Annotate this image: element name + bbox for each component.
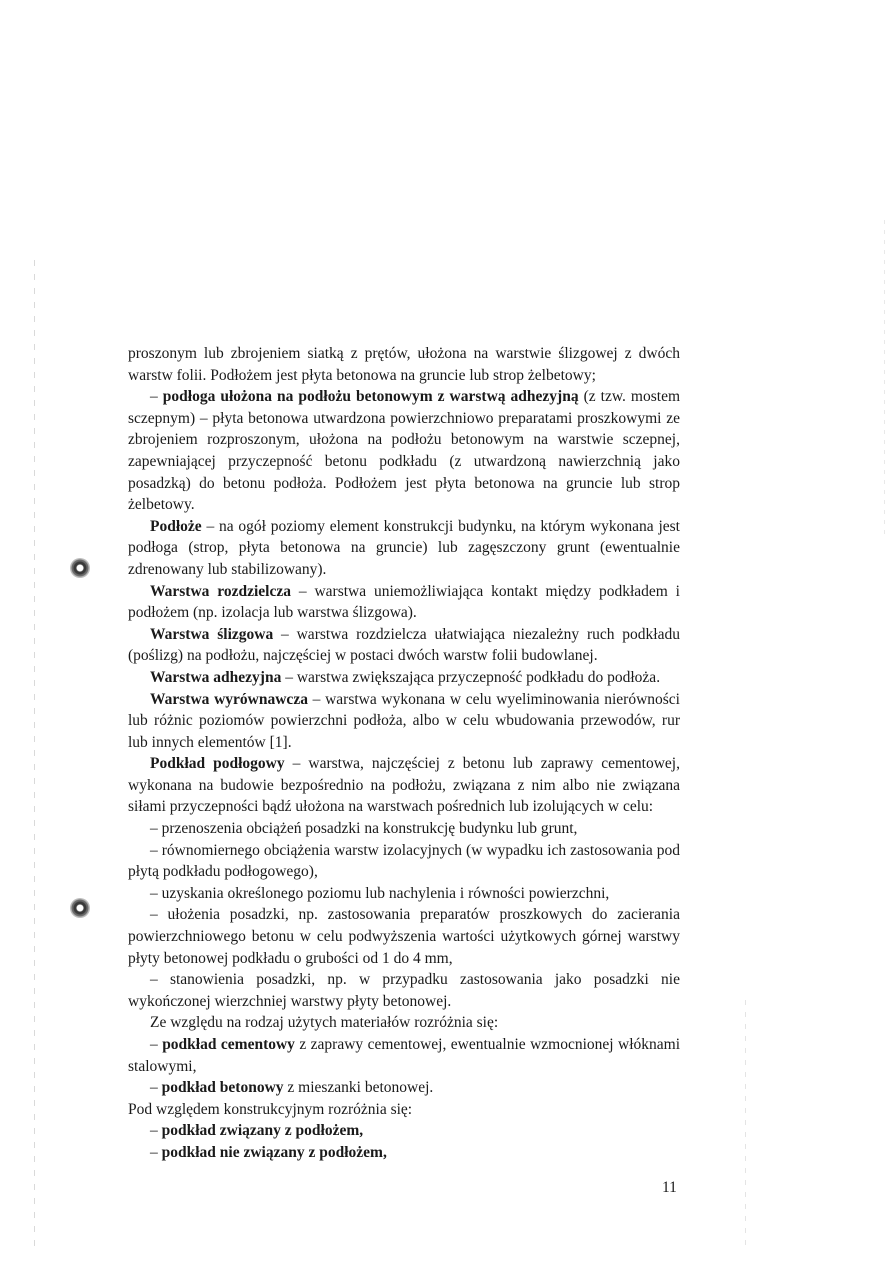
text-run: – [150,388,163,406]
binder-hole-icon [70,898,90,918]
term-bold: podkład nie związany z podłożem, [161,1143,387,1161]
text-run: z mieszanki betonowej. [283,1079,434,1097]
paragraph [128,667,680,689]
paragraph [128,1012,680,1034]
term-bold: podkład betonowy [161,1079,284,1097]
text-run: – warstwa rozdzielcza ułatwiająca niezależny ruch podkładu (poślizg) na podłożu, najczęściej w postaci dwóch warstw folii budowlanej. [128,625,680,665]
paragraph [128,883,680,905]
text-run: – [150,1036,163,1053]
text-run: – na ogół poziomy element konstrukcji budynku, na którym wykonana jest podłoga (strop, płyta betonowa na gruncie) lub zagęszczony grunt (ewentualnie zdrenowany lub stabilizowany). [128,517,680,578]
term-bold: Podłoże [150,517,202,535]
term-bold: Warstwa ślizgowa [150,625,274,643]
text-run: Pod względem konstrukcyjnym rozróżnia się: [128,1100,413,1118]
term-bold: podkład cementowy [162,1036,295,1053]
text-run: – [150,1079,162,1097]
scan-edge-right [745,1000,746,1250]
text-run: (z tzw. mostem sczepnym) – płyta betonowa utwardzona powierzchniowo preparatami proszkowymi ze zbrojeniem rozproszonym, ułożona na podłożu betonowym na warstwie sczepnej, zapewniającej przyczepność betonu podkładu (z utwardzoną nawierzchnią jako posadzką) do betonu podłoża. Podłożem jest płyta betonowa na gruncie lub strop żelbetowy. [128,388,681,514]
text-run: proszonym lub zbrojeniem siatką z prętów, ułożona na warstwie ślizgowej z dwóch warstw folii. Podłożem jest płyta betonowa na gruncie lub strop żelbetowy; [128,345,680,384]
term-bold: Warstwa wyrównawcza [150,690,308,708]
text-run: – warstwa zwiększająca przyczepność podkładu do podłoża. [281,668,661,686]
paragraph [128,581,680,624]
text-run: – przenoszenia obciążeń posadzki na konstrukcję budynku lub grunt, [150,820,578,838]
term-bold: podłoga ułożona na podłożu betonowym z warstwą adhezyjną [162,388,579,406]
term-bold: Warstwa rozdzielcza [150,582,291,600]
text-run: – warstwa uniemożliwiająca kontakt między podkładem i podłożem (np. izolacja lub warstwa ślizgowa). [128,582,680,622]
paragraph [128,386,680,516]
paragraph [128,1142,680,1164]
paragraph [128,904,680,969]
text-run: z zaprawy cementowej, ewentualnie wzmocnionej włóknami stalowymi, [128,1036,680,1075]
paragraph [128,840,680,883]
paragraph [128,1077,680,1099]
text-run: – [150,1122,162,1140]
paragraph [128,1099,680,1121]
paragraph [128,818,680,840]
paragraph [128,624,680,667]
binder-hole-icon [70,558,90,578]
paragraph [128,753,680,818]
page-number: 11 [662,1179,677,1196]
paragraph [128,1120,680,1142]
term-bold: Warstwa adhezyjna [150,668,282,686]
text-run: – uzyskania określonego poziomu lub nachylenia i równości powierzchni, [150,884,610,902]
paragraph [128,1034,680,1077]
paragraph [128,343,680,386]
text-run: Ze względu na rodzaj użytych materiałów rozróżnia się: [150,1014,499,1032]
text-run: – warstwa wykonana w celu wyeliminowania nierówności lub różnic poziomów powierzchni podłoża, albo w celu wbudowania przewodów, rur lub innych elementów [1]. [128,690,680,751]
scan-edge-far-right [884,220,885,540]
text-run: – równomiernego obciążenia warstw izolacyjnych (w wypadku ich zastosowania pod płytą podkładu podłogowego), [128,841,680,881]
term-bold: Podkład podłogowy [150,755,285,773]
term-bold: podkład związany z podłożem, [161,1122,364,1140]
text-run: – ułożenia posadzki, np. zastosowania preparatów proszkowych do zacierania powierzchniowego betonu w celu podwyższenia wartości użytkowych górnej warstwy płyty betonowej podkładu o grubości od 1 do 4 mm, [128,906,680,967]
body-text [128,343,680,1164]
paragraph [128,969,680,1012]
text-run: – stanowienia posadzki, np. w przypadku zastosowania jako posadzki nie wykończonej wierzchniej warstwy płyty betonowej. [128,971,680,1010]
paragraph [128,689,680,754]
text-run: – warstwa, najczęściej z betonu lub zaprawy cementowej, wykonana na budowie bezpośrednio na podłożu, związana z nim albo nie związana siłami przyczepności bądź ułożona na warstwach pośrednich lub izolujących w celu: [128,755,680,816]
text-run: – [150,1143,162,1161]
paragraph [128,516,680,581]
scan-edge-left [34,260,35,1250]
